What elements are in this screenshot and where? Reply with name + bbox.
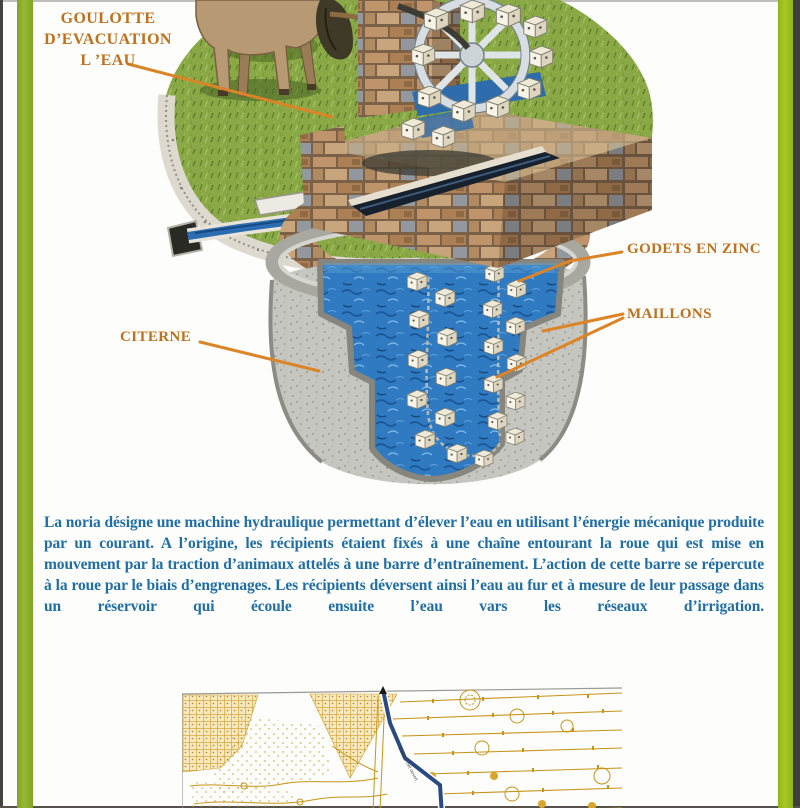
- cadastral-map-drawing: [182, 686, 622, 808]
- label-goulotte-line1: GOULOTTE: [60, 10, 156, 27]
- label-maillons: MAILLONS: [627, 306, 712, 322]
- label-goulotte-line3: L ’EAU: [80, 52, 136, 69]
- cistern: [270, 222, 585, 484]
- label-godets-en-zinc: GODETS EN ZINC: [627, 241, 761, 257]
- label-goulotte-line2: D’EVACUATION: [44, 31, 172, 48]
- map-tree-rows: [392, 693, 622, 808]
- label-goulotte-evacuation: [34, 8, 182, 71]
- cadastral-map: [182, 686, 622, 808]
- map-canal: [379, 686, 442, 808]
- map-border-top: [182, 688, 622, 694]
- description-paragraph: La noria désigne une machine hydraulique permettant d’élever l’eau en utilisant l’énergie mécanique produite par un courant. A l’origine, les récipients étaient fixés à une chaîne entourant la roue qui est mise en mouvement par la traction d’animaux attelés à une barre d’entraînement. L’action de cette barre se répercute à la roue par le biais d’engrenages. Les récipients déversent ainsi l’eau au fur et à mesure de leur passage dans un réservoir qui écoule ensuite l’eau vars les réseaux d’irrigation.: [44, 513, 764, 615]
- label-citerne: CITERNE: [120, 329, 192, 345]
- canal-label: Canal à ciel ouvert: [396, 746, 419, 783]
